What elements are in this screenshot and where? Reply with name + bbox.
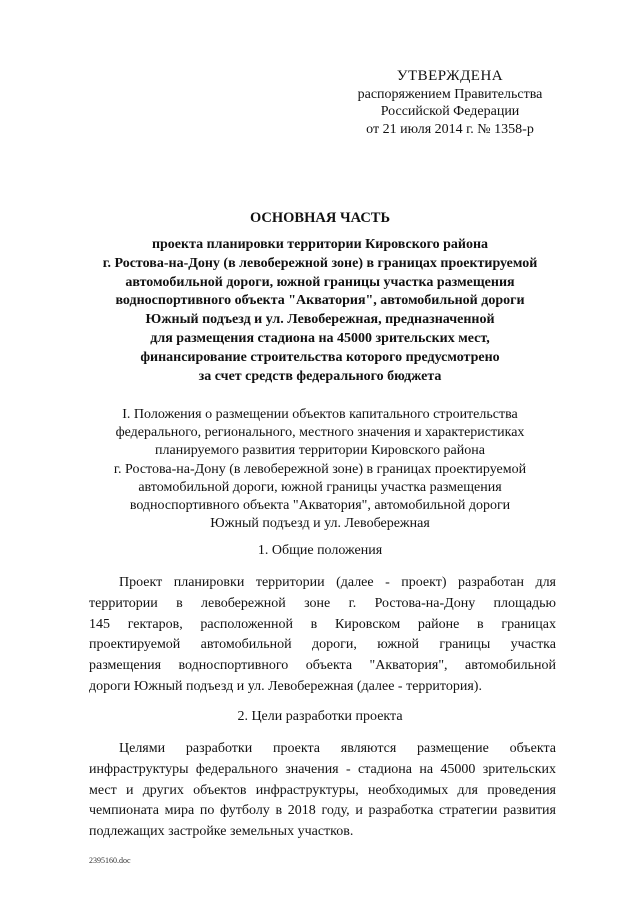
subtitle-line: г. Ростова-на-Дону (в левобережной зоне) в границах проектируемой [102,255,538,271]
paragraph-line: размещения водноспортивного объекта "Акватория", автомобильной [89,658,556,674]
paragraph-line: Целями разработки проекта являются размещение объекта [119,741,556,756]
document-subtitle [90,236,550,386]
approval-line-1: распоряжением Правительства [357,86,543,102]
subsection-heading-goals: 2. Цели разработки проекта [237,709,403,724]
subtitle-line: за счет средств федерального бюджета [198,368,442,384]
paragraph-general [89,573,556,698]
section-heading-line: автомобильной дороги, южной границы участка размещения [138,479,502,495]
section-heading-line: планируемого развития территории Кировского района [155,443,485,459]
paragraph-line: территории в левобережной зоне г. Ростова-на-Дону площадью [89,595,556,611]
subtitle-line: финансирование строительства которого предусмотрено [140,349,500,365]
approval-line-3: от 21 июля 2014 г. № 1358-р [366,121,534,137]
paragraph-line: подлежащих застройке земельных участков. [89,824,354,840]
approval-line-2: Российской Федерации [380,104,520,119]
subtitle-line: Южный подъезд и ул. Левобережная, предназначенной [145,312,495,328]
paragraph-line: 145 гектаров, расположенной в Кировском районе в границах [89,616,556,632]
section-heading-line: г. Ростова-на-Дону (в левобережной зоне) в границах проектируемой [113,461,527,477]
approval-block [330,68,570,138]
section-heading-line: водноспортивного объекта "Акватория", автомобильной дороги [129,498,511,514]
subtitle-line: проекта планировки территории Кировского района [151,237,489,252]
paragraph-line: инфраструктуры федерального значения - стадиона на 45000 зрительских [89,761,556,777]
section-heading-line: I. Положения о размещении объектов капитального строительства [122,407,518,422]
paragraph-line: проектируемой автомобильной дороги, южной границы участка [89,637,556,653]
file-code: 2395160.doc [89,856,131,865]
subsection-heading-general: 1. Общие положения [257,543,383,558]
paragraph-line: дороги Южный подъезд и ул. Левобережная (далее - территория). [89,678,482,694]
paragraph-goals [89,739,556,843]
paragraph-line: Проект планировки территории (далее - проект) разработан для [119,575,556,590]
approval-word: УТВЕРЖДЕНА [396,68,504,84]
subtitle-line: автомобильной дороги, южной границы участка размещения [125,274,515,290]
paragraph-line: чемпионата мира по футболу в 2018 году, и разработка стратегии развития [89,803,556,819]
paragraph-line: мест и других объектов инфраструктуры, необходимых для проведения [89,782,556,798]
subtitle-line: водноспортивного объекта "Акватория", автомобильной дороги [115,293,525,309]
subtitle-line: для размещения стадиона на 45000 зрительских мест, [150,330,490,346]
section-heading [60,406,580,533]
document-title: ОСНОВНАЯ ЧАСТЬ [249,210,391,226]
section-heading-line: Южный подъезд и ул. Левобережная [210,516,430,532]
section-heading-line: федерального, регионального, местного значения и характеристиках [115,425,525,441]
